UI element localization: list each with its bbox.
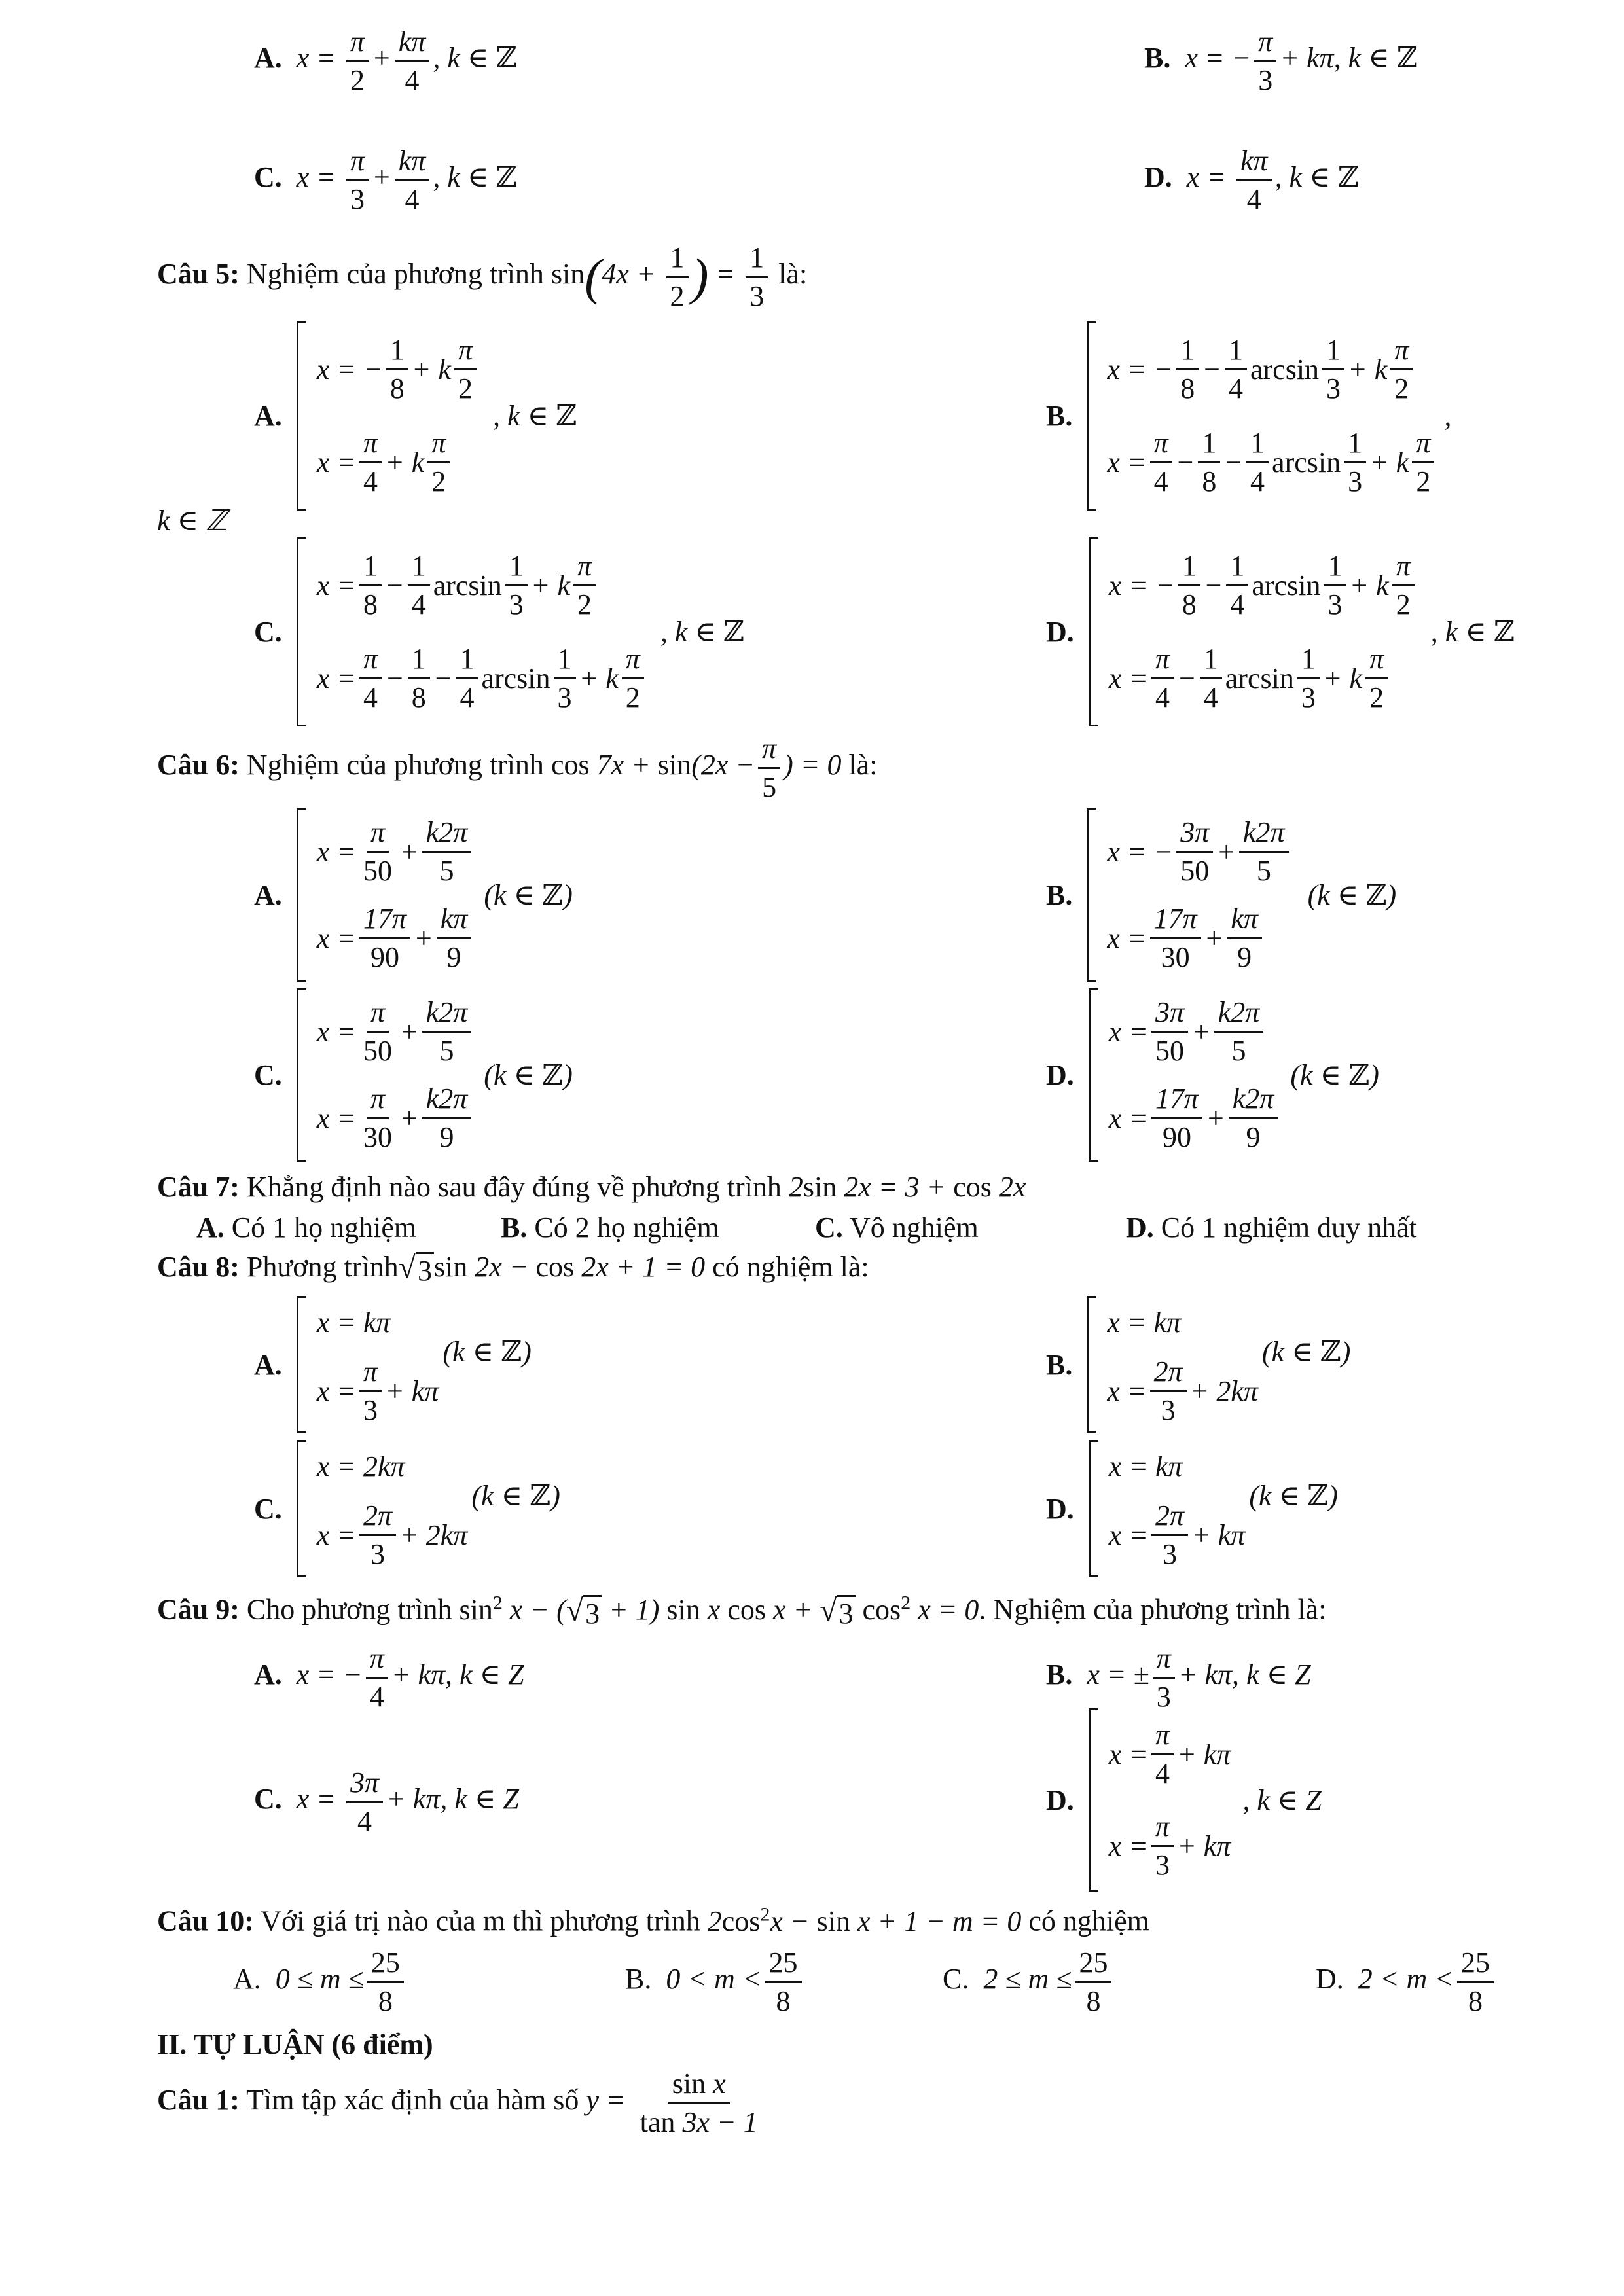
solution-bracket: [297, 1296, 306, 1433]
option-formula: x = − $\frac{1}{8}$ − $\frac{1}{4}$ arcsin $\frac{1}{3}$ + k $\frac{\pi}{2}$ x = $\frac{\pi}{4}$ − $\frac{1}{8}$ − $\frac{1}{4}$ arcsin $\frac{1}{3}$ + k $\frac{\pi}{2}$: [1107, 323, 1437, 509]
option-formula: x = $\frac{k\pi}{4}$ , k ∈ ℤ: [1186, 145, 1359, 215]
option-formula: x = ± $\frac{\pi}{3}$ + kπ, k ∈ Z: [1087, 1642, 1311, 1713]
question-tail: có nghiệm là:: [712, 1251, 869, 1283]
question-text: Cho phương trình: [246, 1593, 452, 1626]
question-tail: là:: [848, 749, 878, 781]
option-formula: x = − $\frac{\pi}{3}$ + kπ, k ∈ ℤ: [1185, 26, 1418, 96]
q6-option-d[interactable]: D. x = $\frac{3\pi}{50}$ + $\frac{k2\pi}{5}$ x = $\frac{17\pi}{90}$ + $\frac{k2\pi}{9}$ (k ∈ ℤ): [1046, 988, 1379, 1162]
question-label: Câu 1:: [157, 2084, 240, 2117]
question-text: Khẳng định nào sau đây đúng về phương trình: [246, 1171, 782, 1203]
solution-bracket: [297, 321, 306, 511]
option-text: Có 1 nghiệm duy nhất: [1161, 1211, 1417, 1244]
section-title: II. TỰ LUẬN (6 điểm): [157, 2028, 433, 2060]
option-formula: x = $\frac{\pi}{2}$ + $\frac{k\pi}{4}$ , k ∈ ℤ: [296, 26, 517, 96]
q7-stem: [157, 1170, 1026, 1204]
question-equation: 2sin 2x = 3 + cos 2x: [788, 1171, 1026, 1203]
q10-option-a[interactable]: [233, 1947, 407, 2017]
solution-bracket: [1087, 1296, 1096, 1433]
q6-stem: [157, 733, 877, 802]
option-label: D.: [1046, 1784, 1074, 1816]
question-label: Câu 9:: [157, 1593, 240, 1626]
option-label: D.: [1126, 1211, 1154, 1244]
option-label: A.: [254, 879, 282, 911]
option-formula: x = − $\frac{\pi}{4}$ + kπ, k ∈ Z: [296, 1642, 524, 1713]
option-formula: x = kπ x = $\frac{2\pi}{3}$ + 2kπ: [1107, 1306, 1258, 1426]
question-label: Câu 10:: [157, 1905, 254, 1937]
q5-option-b-continuation: k ∈ ℤ: [157, 505, 227, 537]
option-label: D.: [1046, 1059, 1074, 1091]
option-label: A.: [254, 1348, 282, 1381]
option-label: A.: [196, 1211, 225, 1244]
q10-option-d[interactable]: [1316, 1947, 1497, 2017]
solution-bracket: [297, 988, 306, 1162]
option-formula: x = kπ x = $\frac{\pi}{3}$ + kπ: [316, 1306, 439, 1426]
option-label: B.: [1046, 1348, 1073, 1381]
solution-bracket: [297, 537, 306, 726]
solution-bracket: [297, 808, 306, 982]
option-label: B.: [1046, 399, 1073, 432]
q7-option-c[interactable]: [815, 1211, 979, 1244]
q4-option-a[interactable]: [254, 26, 517, 96]
option-label: A.: [254, 42, 282, 75]
question-equation: $\sin^2 x$ − ( √ 3 + 1) sin x cos x + √ 3 $\cos^2 x = 0$: [459, 1592, 979, 1630]
question-equation: cos 7x + sin(2x − $\frac{\pi}{5}$ ) = 0: [550, 732, 842, 803]
option-label: A.: [233, 1963, 261, 1996]
option-formula: x = − $\frac{1}{8}$ + k $\frac{\pi}{2}$ x = $\frac{\pi}{4}$ + k $\frac{\pi}{2}$: [317, 323, 480, 509]
solution-bracket: [1089, 988, 1098, 1162]
question-text: Nghiệm của phương trình: [246, 258, 544, 291]
q5-option-d[interactable]: D. x = − $\frac{1}{8}$ − $\frac{1}{4}$ arcsin $\frac{1}{3}$ + k $\frac{\pi}{2}$ x = $\frac{\pi}{4}$ − $\frac{1}{4}$ arcsin $\frac{1}{3}$ + k $\frac{\pi}{2}$ , k ∈ ℤ: [1046, 537, 1515, 726]
option-label: D.: [1046, 1492, 1074, 1525]
solution-bracket: [1087, 321, 1096, 511]
q8-option-d[interactable]: D. x = kπ x = $\frac{2\pi}{3}$ + kπ (k ∈ ℤ): [1046, 1440, 1338, 1577]
option-formula: x = $\frac{1}{8}$ − $\frac{1}{4}$ arcsin $\frac{1}{3}$ + k $\frac{\pi}{2}$ x = $\frac{\pi}{4}$ − $\frac{1}{8}$ − $\frac{1}{4}$ arcsin $\frac{1}{3}$ + k $\frac{\pi}{2}$: [317, 539, 647, 725]
option-formula: x = kπ x = $\frac{2\pi}{3}$ + kπ: [1108, 1450, 1246, 1570]
question-text: Với giá trị nào của m thì phương trình: [261, 1905, 700, 1937]
option-label: D.: [1046, 615, 1074, 648]
q8-option-c[interactable]: C. x = 2kπ x = $\frac{2\pi}{3}$ + 2kπ (k ∈ ℤ): [254, 1440, 560, 1577]
question-equation: $2\cos^2x - \sin x + 1 - m = 0$: [707, 1903, 1022, 1937]
option-formula: x = $\frac{3\pi}{4}$ + kπ, k ∈ Z: [296, 1767, 519, 1837]
question-label: Câu 8:: [157, 1251, 240, 1283]
q6-option-c[interactable]: C. x = $\frac{\pi}{50}$ + $\frac{k2\pi}{5}$ x = $\frac{\pi}{30}$ + $\frac{k2\pi}{9}$ (k ∈ ℤ): [254, 988, 573, 1162]
option-label: D.: [1316, 1963, 1344, 1996]
q4-option-b[interactable]: [1144, 26, 1418, 96]
solution-bracket: [297, 1440, 306, 1577]
question-label: Câu 6:: [157, 749, 240, 781]
question-label: Câu 7:: [157, 1171, 240, 1203]
q10-stem: [157, 1903, 1149, 1938]
q8-option-a[interactable]: A. x = kπ x = $\frac{\pi}{3}$ + kπ (k ∈ ℤ): [254, 1296, 532, 1433]
option-label: B.: [1046, 879, 1073, 911]
q7-option-b[interactable]: [501, 1211, 719, 1244]
q9-option-b[interactable]: [1046, 1643, 1311, 1712]
question-tail: có nghiệm: [1028, 1905, 1149, 1937]
option-label: A.: [254, 399, 282, 432]
essay-question-1: [157, 2068, 765, 2138]
q8-option-b[interactable]: B. x = kπ x = $\frac{2\pi}{3}$ + 2kπ (k ∈ ℤ): [1046, 1296, 1350, 1433]
option-formula: x = − $\frac{3\pi}{50}$ + $\frac{k2\pi}{5}$ x = $\frac{17\pi}{30}$ + $\frac{k\pi}{9}$: [1107, 809, 1291, 982]
q4-option-c[interactable]: [254, 145, 517, 215]
question-equation: y = $\frac{\text{sin x}}{\tan 3x - 1}$: [586, 2068, 758, 2138]
q9-option-c[interactable]: [254, 1767, 519, 1837]
q5-stem: [157, 242, 807, 312]
solution-bracket: [1089, 1440, 1098, 1577]
q9-stem: [157, 1592, 1326, 1630]
q5-option-c[interactable]: C. x = $\frac{1}{8}$ − $\frac{1}{4}$ arcsin $\frac{1}{3}$ + k $\frac{\pi}{2}$ x = $\frac{\pi}{4}$ − $\frac{1}{8}$ − $\frac{1}{4}$ arcsin $\frac{1}{3}$ + k $\frac{\pi}{2}$ , k ∈ ℤ: [254, 537, 744, 726]
option-formula: x = $\frac{\pi}{50}$ + $\frac{k2\pi}{5}$ x = $\frac{\pi}{30}$ + $\frac{k2\pi}{9}$: [317, 989, 475, 1162]
option-formula: x = $\frac{\pi}{3}$ + $\frac{k\pi}{4}$ , k ∈ ℤ: [296, 145, 517, 215]
option-formula: x = − $\frac{1}{8}$ − $\frac{1}{4}$ arcsin $\frac{1}{3}$ + k $\frac{\pi}{2}$ x = $\frac{\pi}{4}$ − $\frac{1}{4}$ arcsin $\frac{1}{3}$ + k $\frac{\pi}{2}$: [1109, 539, 1418, 725]
option-label: B.: [1144, 42, 1171, 75]
option-formula: x = 2kπ x = $\frac{2\pi}{3}$ + 2kπ: [316, 1450, 468, 1570]
option-label: B.: [625, 1963, 652, 1996]
q5-option-b[interactable]: B. x = − $\frac{1}{8}$ − $\frac{1}{4}$ arcsin $\frac{1}{3}$ + k $\frac{\pi}{2}$ x = $\frac{\pi}{4}$ − $\frac{1}{8}$ − $\frac{1}{4}$ arcsin $\frac{1}{3}$ + k $\frac{\pi}{2}$ ,: [1046, 321, 1451, 511]
q4-option-d[interactable]: [1144, 145, 1359, 215]
option-label: C.: [254, 1059, 282, 1091]
option-formula: 2 ≤ m ≤ $\frac{25}{8}$: [983, 1963, 1115, 1995]
question-label: Câu 5:: [157, 258, 240, 291]
solution-bracket: [1089, 1708, 1098, 1892]
question-equation: sin(4x + $\frac{1}{2}$ ) = $\frac{1}{3}$: [551, 258, 771, 290]
option-label: B.: [501, 1211, 528, 1244]
question-tail: là:: [778, 258, 808, 291]
question-tail: . Nghiệm của phương trình là:: [979, 1593, 1327, 1626]
q7-option-d[interactable]: [1126, 1211, 1417, 1244]
question-text: Phương trình: [246, 1251, 399, 1283]
question-text: Nghiệm của phương trình: [246, 749, 544, 781]
solution-bracket: [1087, 808, 1096, 982]
question-equation: √ 3 sin 2x − cos 2x + 1 = 0: [398, 1249, 706, 1287]
q10-option-b[interactable]: [625, 1947, 805, 2017]
q9-option-a[interactable]: [254, 1643, 524, 1712]
option-label: C.: [254, 161, 282, 194]
option-formula: 0 ≤ m ≤ $\frac{25}{8}$: [276, 1963, 407, 1995]
option-formula: 2 < m < $\frac{25}{8}$: [1358, 1963, 1497, 1995]
option-formula: x = $\frac{\pi}{4}$ + kπ x = $\frac{\pi}{3}$ + kπ: [1108, 1718, 1231, 1881]
option-formula: x = $\frac{\pi}{50}$ + $\frac{k2\pi}{5}$ x = $\frac{17\pi}{90}$ + $\frac{k\pi}{9}$: [317, 809, 475, 982]
q6-option-b[interactable]: B. x = − $\frac{3\pi}{50}$ + $\frac{k2\pi}{5}$ x = $\frac{17\pi}{30}$ + $\frac{k\pi}{9}$ (k ∈ ℤ): [1046, 808, 1396, 982]
option-label: B.: [1046, 1659, 1073, 1691]
option-formula: 0 < m < $\frac{25}{8}$: [666, 1963, 804, 1995]
question-text: Tìm tập xác định của hàm số: [246, 2084, 579, 2117]
q6-option-a[interactable]: A. x = $\frac{\pi}{50}$ + $\frac{k2\pi}{5}$ x = $\frac{17\pi}{90}$ + $\frac{k\pi}{9}$ (k ∈ ℤ): [254, 808, 573, 982]
option-label: A.: [254, 1659, 282, 1691]
option-label: C.: [254, 1492, 282, 1525]
option-text: Có 1 họ nghiệm: [231, 1211, 417, 1244]
solution-bracket: [1089, 537, 1098, 726]
q5-option-a[interactable]: A. x = − $\frac{1}{8}$ + k $\frac{\pi}{2}$ x = $\frac{\pi}{4}$ + k $\frac{\pi}{2}$ , k ∈ ℤ: [254, 321, 577, 511]
option-label: C.: [815, 1211, 843, 1244]
q7-option-a[interactable]: [196, 1211, 416, 1244]
option-label: C.: [943, 1963, 969, 1996]
q10-option-c[interactable]: [943, 1947, 1115, 2017]
option-formula: x = $\frac{3\pi}{50}$ + $\frac{k2\pi}{5}$ x = $\frac{17\pi}{90}$ + $\frac{k2\pi}{9}$: [1109, 989, 1282, 1162]
option-text: Vô nghiệm: [850, 1211, 979, 1244]
option-label: C.: [254, 1783, 282, 1816]
option-label: C.: [254, 615, 282, 648]
option-text: Có 2 họ nghiệm: [534, 1211, 719, 1244]
option-label: D.: [1144, 161, 1172, 194]
q9-option-d[interactable]: D. x = $\frac{\pi}{4}$ + kπ x = $\frac{\pi}{3}$ + kπ , k ∈ Z: [1046, 1708, 1322, 1892]
q8-stem: [157, 1250, 869, 1287]
